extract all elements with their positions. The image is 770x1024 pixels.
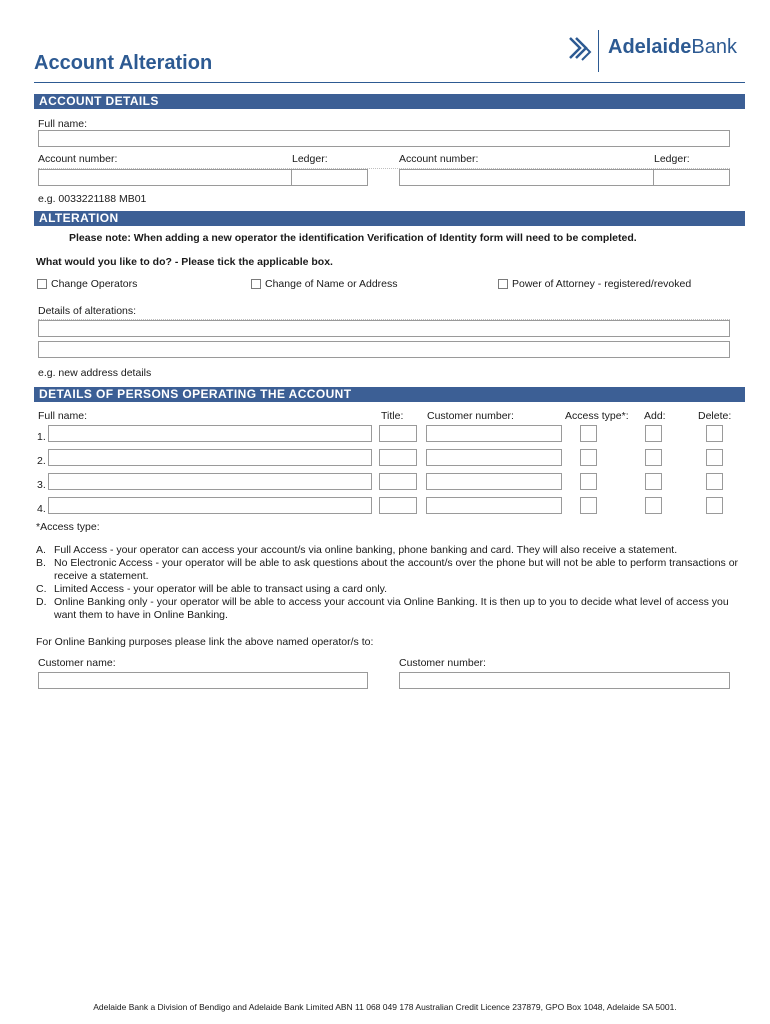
operator-4-access-type-input[interactable] [580, 497, 597, 514]
full-name-label: Full name: [38, 118, 88, 130]
operator-4-customer-number-input[interactable] [426, 497, 562, 514]
change-name-address-checkbox[interactable] [251, 279, 261, 289]
access-type-item: A. Full Access - your operator can access your account/s via online banking, phone banking and card. They will also receive a statement. [36, 544, 678, 556]
operator-3-customer-number-input[interactable] [426, 473, 562, 490]
account-number-input-1[interactable] [38, 169, 292, 186]
ledger-input-2[interactable] [653, 169, 730, 186]
account-example: e.g. 0033221188 MB01 [38, 193, 147, 205]
customer-number-input[interactable] [399, 672, 730, 689]
account-number-label-2: Account number: [399, 153, 479, 165]
operator-1-customer-number-input[interactable] [426, 425, 562, 442]
access-type-item: B. No Electronic Access - your operator will be able to ask questions about the account/s over the phone but will not be able to perform transactions or receive a statement. [36, 557, 739, 582]
logo-wordmark: AdelaideBank [608, 36, 737, 58]
change-name-address-label: Change of Name or Address [265, 278, 398, 290]
power-of-attorney-label: Power of Attorney - registered/revoked [512, 278, 692, 290]
operator-3-access-type-input[interactable] [580, 473, 597, 490]
ledger-input-1[interactable] [291, 169, 368, 186]
row-number: 3. [37, 479, 46, 491]
alteration-example: e.g. new address details [38, 367, 152, 379]
details-of-alterations-label: Details of alterations: [38, 305, 137, 317]
section-account-details: ACCOUNT DETAILS [34, 94, 745, 109]
operator-2-title-input[interactable] [379, 449, 417, 466]
operator-2-delete-checkbox[interactable] [706, 449, 723, 466]
row-number: 1. [37, 431, 46, 443]
alteration-details-input-1[interactable] [38, 320, 730, 337]
operator-1-name-input[interactable] [48, 425, 372, 442]
operator-2-name-input[interactable] [48, 449, 372, 466]
access-type-list [36, 544, 746, 622]
ledger-label-1: Ledger: [292, 153, 328, 165]
access-type-item: C. Limited Access - your operator will be able to transact using a card only. [36, 583, 388, 595]
full-name-input[interactable] [38, 130, 730, 147]
operator-1-access-type-input[interactable] [580, 425, 597, 442]
account-number-input-2[interactable] [399, 169, 654, 186]
col-delete: Delete: [698, 410, 732, 422]
col-title: Title: [381, 410, 404, 422]
footer-text: Adelaide Bank a Division of Bendigo and Adelaide Bank Limited ABN 11 068 049 178 Australian Credit Licence 237879, GPO Box 1048, Adelaide SA 5001. [93, 1002, 677, 1012]
section-persons-operating: DETAILS OF PERSONS OPERATING THE ACCOUNT [34, 387, 745, 402]
online-banking-link-text: For Online Banking purposes please link the above named operator/s to: [36, 636, 374, 648]
operator-4-add-checkbox[interactable] [645, 497, 662, 514]
operator-3-name-input[interactable] [48, 473, 372, 490]
alteration-details-input-2[interactable] [38, 341, 730, 358]
change-operators-checkbox[interactable] [37, 279, 47, 289]
chevron-logo-icon [568, 34, 594, 68]
customer-name-input[interactable] [38, 672, 368, 689]
power-of-attorney-checkbox[interactable] [498, 279, 508, 289]
alteration-note: Please note: When adding a new operator the identification Verification of Identity form will need to be completed. [69, 232, 637, 244]
row-number: 4. [37, 503, 46, 515]
header-rule [34, 82, 745, 83]
alteration-question: What would you like to do? - Please tick the applicable box. [36, 256, 333, 268]
operator-3-add-checkbox[interactable] [645, 473, 662, 490]
change-operators-label: Change Operators [51, 278, 138, 290]
operator-2-add-checkbox[interactable] [645, 449, 662, 466]
ledger-label-2: Ledger: [654, 153, 690, 165]
customer-name-label: Customer name: [38, 657, 116, 669]
col-full-name: Full name: [38, 410, 88, 422]
row-number: 2. [37, 455, 46, 467]
operator-1-delete-checkbox[interactable] [706, 425, 723, 442]
logo-divider [598, 30, 599, 72]
col-customer-number: Customer number: [427, 410, 514, 422]
operator-3-title-input[interactable] [379, 473, 417, 490]
col-add: Add: [644, 410, 666, 422]
section-alteration: ALTERATION [34, 211, 745, 226]
operator-1-add-checkbox[interactable] [645, 425, 662, 442]
operator-4-delete-checkbox[interactable] [706, 497, 723, 514]
access-type-heading: *Access type: [36, 521, 100, 533]
col-access-type: Access type*: [565, 410, 629, 422]
operator-4-name-input[interactable] [48, 497, 372, 514]
page-title: Account Alteration [34, 52, 213, 74]
operator-4-title-input[interactable] [379, 497, 417, 514]
operator-2-customer-number-input[interactable] [426, 449, 562, 466]
operator-3-delete-checkbox[interactable] [706, 473, 723, 490]
customer-number-label: Customer number: [399, 657, 486, 669]
operator-1-title-input[interactable] [379, 425, 417, 442]
account-number-label-1: Account number: [38, 153, 118, 165]
adelaide-bank-logo [568, 28, 748, 72]
access-type-item: D. Online Banking only - your operator will be able to access your account via Online Banking. It is then up to you to decide what level of access you want them to have in Online Banking. [36, 596, 729, 621]
operator-2-access-type-input[interactable] [580, 449, 597, 466]
